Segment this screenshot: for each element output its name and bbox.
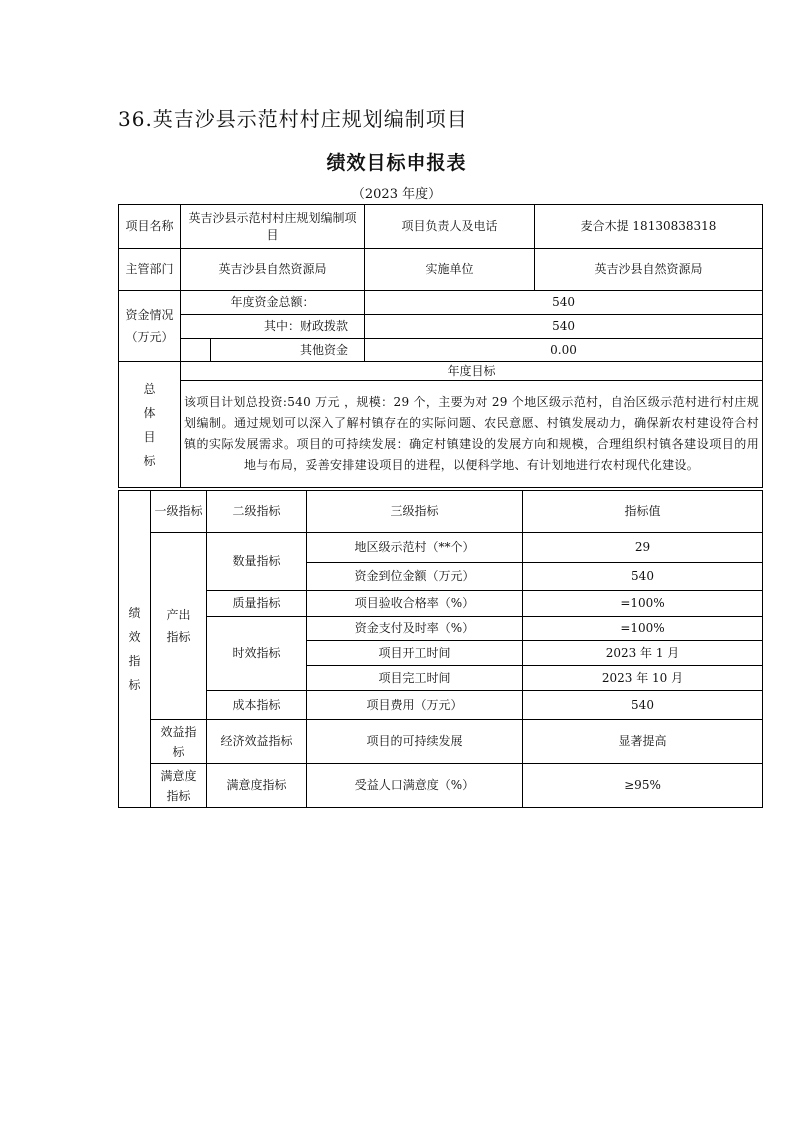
quality-indicator-label: 质量指标	[207, 591, 307, 617]
indicator-value: 2023 年 10 月	[523, 666, 763, 691]
fund-other-value: 0.00	[365, 339, 763, 362]
overall-goal-label: 总体目标	[119, 362, 181, 488]
indicator-value: 29	[523, 533, 763, 563]
fund-label: 资金情况（万元）	[119, 291, 181, 362]
annual-goal-text: 该项目计划总投资:540 万元 ，规模：29 个，主要为对 29 个地区级示范村，自治区级示范村进行村庄规划编制。通过规划可以深入了解村镇存在的实际问题、农民意愿、村镇发展动力，确保新农村建设符合村镇的实际发展需求。项目的可持续发展：确定村镇建设的发展方向和规模，合理组织村镇各建设项目的用地与布局，妥善安排建设项目的进程，以便科学地、有计划地进行农村现代化建设。	[181, 381, 763, 488]
indicator-value: 540	[523, 691, 763, 720]
indicator-value: ≥95%	[523, 764, 763, 808]
satisfaction-indicator-label: 满意度指标	[151, 764, 207, 808]
impl-label: 实施单位	[365, 249, 535, 291]
output-indicator-label: 产出指标	[151, 533, 207, 720]
timeliness-indicator-label: 时效指标	[207, 617, 307, 691]
performance-indicator-label: 绩效指标	[119, 491, 151, 808]
manager-value: 麦合木提 18130838318	[535, 205, 763, 249]
page-title: 绩效目标申报表	[326, 152, 467, 174]
annual-goal-label: 年度目标	[181, 362, 763, 381]
fund-total-label: 年度资金总额：	[181, 291, 365, 315]
project-name-label: 项目名称	[119, 205, 181, 249]
project-info-table	[118, 204, 763, 488]
fund-fiscal-value: 540	[365, 315, 763, 339]
indicator-name: 受益人口满意度（%）	[307, 764, 523, 808]
indicator-name: 项目完工时间	[307, 666, 523, 691]
indicator-name: 项目开工时间	[307, 641, 523, 666]
document-heading: 36.英吉沙县示范村村庄规划编制项目	[118, 107, 468, 131]
fund-total-value: 540	[365, 291, 763, 315]
impl-value: 英吉沙县自然资源局	[535, 249, 763, 291]
indicator-value: =100%	[523, 591, 763, 617]
header-level3: 三级指标	[307, 491, 523, 533]
fund-fiscal-label: 其中：财政拨款	[181, 315, 365, 339]
indicator-name: 项目验收合格率（%）	[307, 591, 523, 617]
indicator-table	[118, 490, 763, 808]
indicator-value: 2023 年 1 月	[523, 641, 763, 666]
indicator-name: 地区级示范村（**个）	[307, 533, 523, 563]
manager-label: 项目负责人及电话	[365, 205, 535, 249]
dept-label: 主管部门	[119, 249, 181, 291]
year-label: （2023 年度）	[351, 187, 442, 202]
satisfaction-level2-label: 满意度指标	[207, 764, 307, 808]
benefit-indicator-label: 效益指标	[151, 720, 207, 764]
fund-other-label: 其他资金	[211, 339, 365, 362]
dept-value: 英吉沙县自然资源局	[181, 249, 365, 291]
indicator-name: 资金支付及时率（%）	[307, 617, 523, 641]
cost-indicator-label: 成本指标	[207, 691, 307, 720]
indicator-value: 显著提高	[523, 720, 763, 764]
economic-benefit-label: 经济效益指标	[207, 720, 307, 764]
indicator-value: 540	[523, 563, 763, 591]
quantity-indicator-label: 数量指标	[207, 533, 307, 591]
header-level2: 二级指标	[207, 491, 307, 533]
header-level1: 一级指标	[151, 491, 207, 533]
project-name-value: 英吉沙县示范村村庄规划编制项目	[181, 205, 365, 249]
indicator-value: =100%	[523, 617, 763, 641]
indicator-name: 项目的可持续发展	[307, 720, 523, 764]
header-value: 指标值	[523, 491, 763, 533]
indicator-name: 项目费用（万元）	[307, 691, 523, 720]
indicator-name: 资金到位金额（万元）	[307, 563, 523, 591]
